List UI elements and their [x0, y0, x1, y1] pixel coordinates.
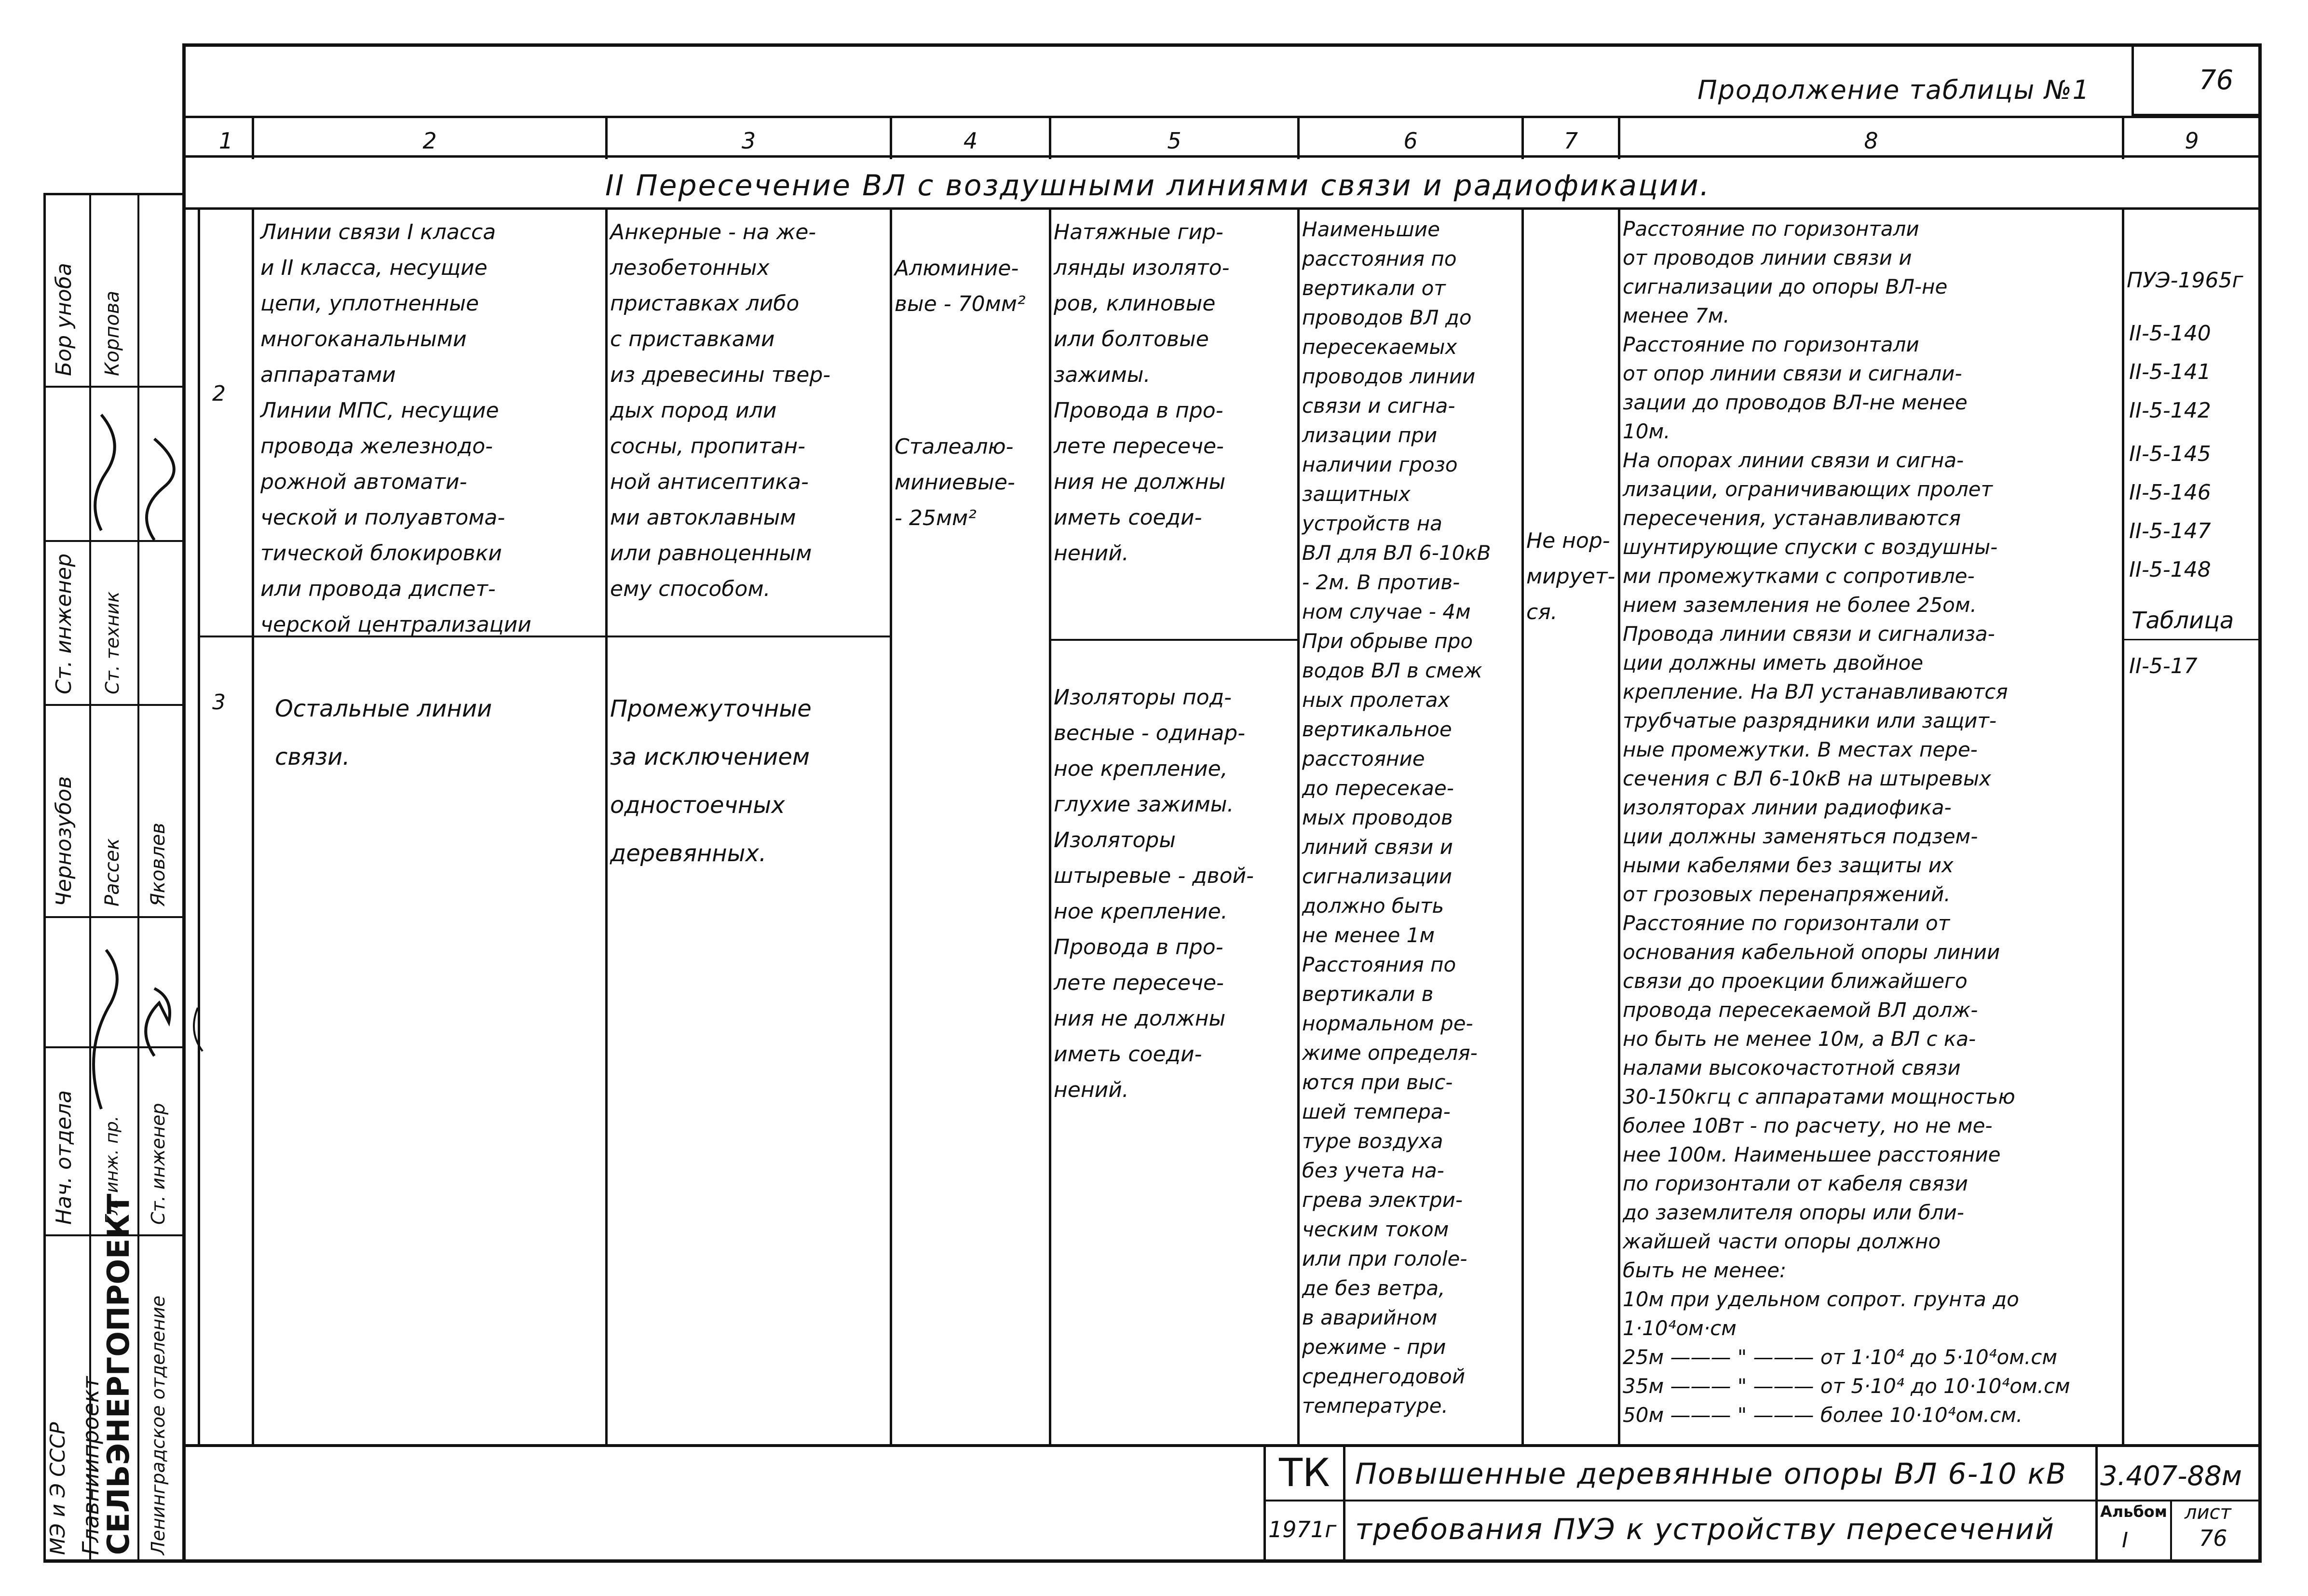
pue-reference-6: II-5-147	[2129, 519, 2211, 543]
pue-reference-1: II-5-140	[2129, 321, 2211, 346]
pue-reference-3: II-5-142	[2129, 398, 2211, 423]
org-glavniiproekt: Главниипроект	[78, 1376, 104, 1555]
stamp-title-2: требования ПУЭ к устройству пересечений	[1355, 1513, 2055, 1546]
pue-reference-2: II-5-141	[2129, 360, 2211, 384]
table-label: Таблица	[2132, 607, 2234, 634]
col-number-5: 5	[1167, 128, 1181, 154]
org-leningrad-branch: Ленинградское отделение	[148, 1295, 169, 1555]
sidebar-name-chernozubov: Чернозубов	[52, 776, 76, 906]
stamp-title-1: Повышенные деревянные опоры ВЛ 6-10 кВ	[1355, 1457, 2067, 1491]
sidebar-chief-engineer: Гл. инж. пр.	[102, 1115, 122, 1225]
col-number-2: 2	[422, 128, 437, 154]
row-3-line-type: Остальные линии связи.	[275, 695, 492, 771]
stamp-code: 3.407-88м	[2100, 1461, 2242, 1492]
sidebar-senior-engineer: Ст. инженер	[52, 553, 76, 694]
col-number-6: 6	[1403, 128, 1418, 154]
org-ministry: МЭ и Э СССР	[46, 1422, 69, 1555]
row-2-support-type: Анкерные - на же- лезобетонных приставках либо с приставками из древесины твер- дых пород или сосны, пропитан- ной антисептика- ми автоклавным или равноценным ему способом.	[610, 220, 831, 601]
signature-marks	[43, 193, 188, 1254]
col-number-4: 4	[963, 128, 978, 154]
pue-reference-5: II-5-146	[2129, 480, 2211, 505]
sidebar-senior-engineer-2: Ст. инженер	[148, 1103, 169, 1225]
row-3-support-type: Промежуточные за исключением одностоечных деревянных.	[610, 695, 812, 867]
col-number-8: 8	[1864, 128, 1878, 154]
pue-reference-head: ПУЭ-1965г	[2127, 268, 2243, 293]
row-2-wire-section-al: Алюминие- вые - 70мм²	[895, 256, 1026, 316]
col-number-1: 1	[218, 128, 233, 154]
page-number-top: 76	[2199, 65, 2234, 96]
section-title: II Пересечение ВЛ с воздушными линиями связи и радиофикации.	[605, 169, 1711, 203]
sidebar-senior-technician: Ст. техник	[102, 591, 123, 694]
row-3-number: 3	[212, 690, 226, 715]
sidebar-name-yakovlev: Яковлев	[147, 823, 169, 906]
sidebar-head-of-dept: Нач. отдела	[52, 1090, 76, 1225]
sidebar-name-korpova: Корпова	[101, 291, 123, 376]
org-selenergoproekt: СЕЛЬЭНЕРГОПРОЕКТ	[101, 1193, 136, 1555]
stamp-sheet-label: лист	[2185, 1501, 2231, 1524]
sidebar-name-rassek: Рассек	[101, 838, 123, 906]
col-number-7: 7	[1563, 128, 1578, 154]
row-2-wire-section-steel-al: Сталеалю- миниевые- - 25мм²	[895, 434, 1015, 530]
horizontal-clearance-text: Расстояние по горизонтали от проводов линии связи и сигнализации до опоры ВЛ-не менее 7м. Расстояние по горизонтали от опор линии связи и сигнали- зации до проводов ВЛ-не менее 10м. На опорах линии связи и сигна- лизации, ограничивающих пролет пересечения, устанавливаются шунтирующие спуски с воздушны- ми промежутками с сопротивле- нием заземления не более 25ом. Провода линии связи и сигнализа- ции должны иметь двойное крепление. На ВЛ устанавливаются трубчатые разрядники или защит- ные промежутки. В местах пере- сечения с ВЛ 6-10кВ на штыревых изоляторах линии радиофика- ции должны заменяться подзем- ными кабелями без защиты их от грозовых перенапряжений. Расстояние по горизонтали от основания кабельной опоры линии связи до проекции ближайшего провода пересекаемой ВЛ долж- но быть не менее 10м, а ВЛ с ка- налами высокочастотной связи 30-150кгц с аппаратами мощностью более 10Вт - по расчету, но не ме- нее 100м. Наименьшее расстояние по горизонтали от кабеля связи до заземлителя опоры или бли- жайшей части опоры должно быть не менее: 10м при удельном сопрот. грунта до 1·10⁴ом·см 25м ——— " ——— от 1·10⁴ до 5·10⁴ом.см 35м ——— " ——— от 5·10⁴ до 10·10⁴ом.см 50м ——— " ——— более 10·10⁴ом.см.	[1623, 217, 2070, 1427]
stamp-album-label: Альбом	[2100, 1502, 2167, 1521]
sidebar-name-borunova: Бор уноба	[52, 263, 76, 376]
stamp-year: 1971г	[1268, 1516, 1337, 1542]
stamp-album: I	[2122, 1528, 2128, 1553]
row-2-fittings: Натяжные гир- лянды изолято- ров, клиновые или болтовые зажимы. Провода в про- лете пересече- ния не должны иметь соеди- нений.	[1054, 220, 1230, 566]
row-2-line-type: Линии связи I класса и II класса, несущие цепи, уплотненные многоканальными аппаратами Линии МПС, несущие провода железнодо- рожной автомати- ческой и полуавтома- тической блокировки или провода диспет- черской централизации	[260, 220, 531, 637]
table-reference: II-5-17	[2129, 654, 2198, 678]
stamp-tk: ТК	[1279, 1450, 1330, 1495]
not-regulated-text: Не нор- мирует- ся.	[1526, 528, 1616, 624]
col-number-9: 9	[2185, 128, 2199, 154]
col-number-3: 3	[741, 128, 756, 154]
pue-reference-4: II-5-145	[2129, 442, 2211, 466]
pue-reference-7: II-5-148	[2129, 557, 2211, 582]
row-2-number: 2	[212, 381, 226, 406]
row-3-fittings: Изоляторы под- весные - одинар- ное крепление, глухие зажимы. Изоляторы штыревые - двой- ное крепление. Провода в про- лете пересече- ния не должны иметь соеди- нений.	[1054, 685, 1254, 1102]
continuation-caption: Продолжение таблицы №1	[1697, 75, 2091, 105]
vertical-clearance-text: Наименьшие расстояния по вертикали от проводов ВЛ до пересекаемых проводов линии связи и сигна- лизации при наличии грозо защитных устройств на ВЛ для ВЛ 6-10кВ - 2м. В против- ном случае - 4м При обрыве про водов ВЛ в смеж ных пролетах вертикальное расстояние до пересекае- мых проводов линий связи и сигнализации должно быть не менее 1м Расстояния по вертикали в нормальном ре- жиме определя- ются при выс- шей темпера- туре воздуха без учета на- грева электри- ческим током или при голole- де без ветра, в аварийном режиме - при среднегодовой температуре.	[1302, 217, 1491, 1418]
stamp-sheet: 76	[2199, 1525, 2227, 1551]
